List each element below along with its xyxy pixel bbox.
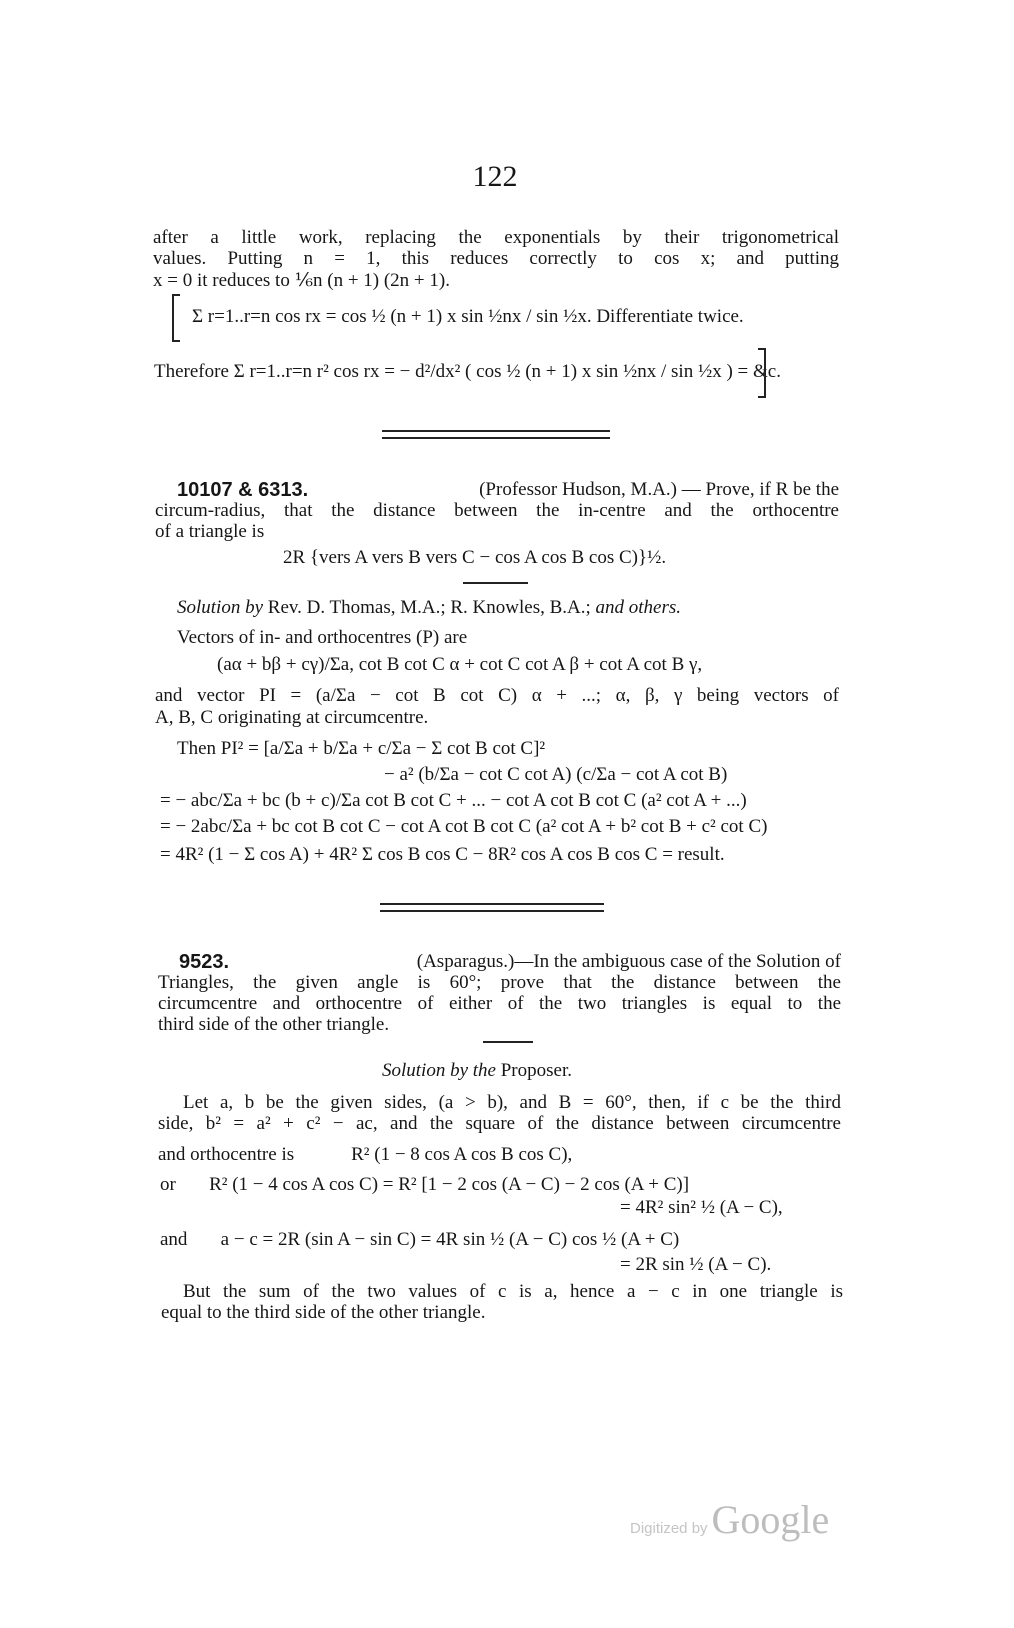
equation: = − 2abc/Σa + bc cot B cot C − cot A cot B cot C (a² cot A + b² cot B + c² cot C) [160, 816, 768, 837]
equation: = 2R sin ½ (A − C). [620, 1254, 772, 1275]
section-divider [382, 430, 610, 439]
google-logo: Google [711, 1497, 830, 1542]
equation: (aα + bβ + cγ)/Σa, cot B cot C α + cot C cot A β + cot A cot B γ, [217, 654, 703, 675]
text-line: circumcentre and orthocentre of either of the two triangles is equal to the [158, 993, 841, 1014]
short-rule [463, 582, 528, 584]
text-line: side, b² = a² + c² − ac, and the square of the distance between circumcentre [158, 1113, 841, 1134]
bracket-open [172, 294, 180, 342]
problem-text: (Professor Hudson, M.A.) — Prove, if R be the [479, 479, 839, 500]
equation: − a² (b/Σa − cot C cot A) (c/Σa − cot A cot B) [384, 764, 728, 785]
equation: and orthocentre is R² (1 − 8 cos A cos B cos C), [158, 1144, 573, 1165]
equation: = − abc/Σa + bc (b + c)/Σa cot B cot C + ... − cot A cot B cot C (a² cot A + ...) [160, 790, 747, 811]
text-line: equal to the third side of the other triangle. [161, 1302, 486, 1323]
equation: and a − c = 2R (sin A − sin C) = 4R sin ½ (A − C) cos ½ (A + C) [160, 1229, 680, 1250]
watermark-prefix: Digitized by [630, 1520, 708, 1537]
equation: 2R {vers A vers B vers C − cos A cos B cos C)}½. [283, 547, 667, 568]
bracket-close [758, 348, 766, 398]
equation: = 4R² (1 − Σ cos A) + 4R² Σ cos B cos C − 8R² cos A cos B cos C = result. [160, 844, 725, 865]
solution-label: Solution by the [382, 1060, 496, 1081]
solution-label: Solution by [177, 597, 264, 618]
problem-number: 9523. [179, 951, 230, 973]
equation: or R² (1 − 4 cos A cos C) = R² [1 − 2 cos (A − C) − 2 cos (A + C)] [160, 1174, 690, 1195]
solution-credit [177, 597, 681, 619]
equation: = 4R² sin² ½ (A − C), [620, 1197, 783, 1218]
text-line: x = 0 it reduces to ⅙n (n + 1) (2n + 1). [153, 270, 450, 291]
equation: Then PI² = [a/Σa + b/Σa + c/Σa − Σ cot B cot C]² [177, 738, 546, 759]
problem-number: 10107 & 6313. [177, 479, 309, 501]
text-line: and vector PI = (a/Σa − cot B cot C) α + ...; α, β, γ being vectors of [155, 685, 839, 706]
digitized-by-google-watermark [630, 1496, 829, 1543]
text-line: Vectors of in- and orthocentres (P) are [177, 627, 468, 648]
equation: Therefore Σ r=1..r=n r² cos rx = − d²/dx² ( cos ½ (n + 1) x sin ½nx / sin ½x ) = &c. [154, 361, 781, 382]
equation: Σ r=1..r=n cos rx = cos ½ (n + 1) x sin ½nx / sin ½x. Differentiate twice. [192, 306, 744, 327]
text-line: Let a, b be the given sides, (a > b), and B = 60°, then, if c be the third [183, 1092, 841, 1113]
solution-authors: Rev. D. Thomas, M.A.; R. Knowles, B.A.; [267, 597, 591, 618]
page-number: 122 [472, 160, 518, 193]
text-line: third side of the other triangle. [158, 1014, 390, 1035]
section-divider [380, 903, 604, 912]
text-line: after a little work, replacing the exponentials by their trigonometrical [153, 227, 839, 248]
solution-authors: Proposer. [500, 1060, 572, 1081]
solution-credit [382, 1060, 572, 1082]
text-line: A, B, C originating at circumcentre. [155, 707, 429, 728]
text-line: Triangles, the given angle is 60°; prove that the distance between the [158, 972, 841, 993]
text-line: of a triangle is [155, 521, 265, 542]
text-line: values. Putting n = 1, this reduces correctly to cos x; and putting [153, 248, 839, 269]
short-rule [483, 1041, 533, 1043]
problem-heading [179, 951, 841, 973]
problem-text: (Asparagus.)—In the ambiguous case of the Solution of [416, 951, 841, 972]
text-line: But the sum of the two values of c is a, hence a − c in one triangle is [183, 1281, 843, 1302]
text-line: circum-radius, that the distance between the in-centre and the orthocentre [155, 500, 839, 521]
problem-heading [177, 479, 839, 501]
solution-tail: and others. [595, 597, 682, 618]
